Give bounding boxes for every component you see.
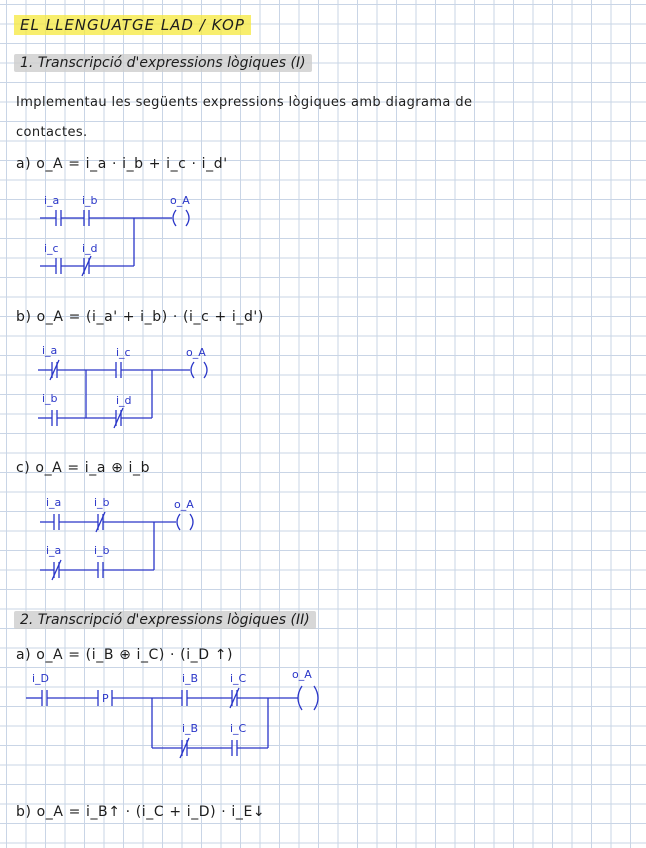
label-1a-4: i_d xyxy=(82,242,98,255)
page-title xyxy=(14,16,251,34)
label-1a-1: i_b xyxy=(82,194,98,207)
section-2-heading: 2. Transcripció d'expressions lògiques (II) xyxy=(14,612,316,628)
label-1b-1: i_c xyxy=(116,346,131,359)
label-2a-6: i_C xyxy=(230,722,247,735)
label-1a-3: i_c xyxy=(44,242,59,255)
title-highlight: EL LLENGUATGE LAD / KOP xyxy=(14,15,251,35)
label-1b-4: i_d xyxy=(116,394,132,407)
label-1c-1: i_b xyxy=(94,496,110,509)
ladder-diagram-1b xyxy=(30,340,230,440)
label-2a-5: i_B xyxy=(182,722,199,735)
label-1a-0: i_a xyxy=(44,194,60,207)
expr-1c: c) o_A = i_a ⊕ i_b xyxy=(16,460,151,476)
expr-1b: b) o_A = (i_a' + i_b) · (i_c + i_d') xyxy=(16,309,264,325)
instruction-line-2: contactes. xyxy=(16,125,88,140)
section-1-heading: 1. Transcripció d'expressions lògiques (I) xyxy=(14,55,312,71)
label-1c-0: i_a xyxy=(46,496,62,509)
label-1c-4: i_b xyxy=(94,544,110,557)
label-1a-2: o_A xyxy=(170,194,190,207)
ladder-diagram-1a xyxy=(30,190,230,290)
expr-2a: a) o_A = (i_B ⊕ i_C) · (i_D ↑) xyxy=(16,647,234,663)
expr-2b: b) o_A = i_B↑ · (i_C + i_D) · i_E↓ xyxy=(16,804,266,820)
label-2a-4: o_A xyxy=(292,668,312,681)
label-2a-3: i_C xyxy=(230,672,247,685)
label-1b-0: i_a xyxy=(42,344,58,357)
label-1b-3: i_b xyxy=(42,392,58,405)
instruction-line-1: Implementau les següents expressions lògiques amb diagrama de xyxy=(16,95,473,110)
expr-1a: a) o_A = i_a · i_b + i_c · i_d' xyxy=(16,156,228,172)
label-2a-0: i_D xyxy=(32,672,50,685)
ladder-diagram-1c xyxy=(30,492,230,592)
label-1b-2: o_A xyxy=(186,346,206,359)
label-2a-1: P xyxy=(102,692,109,705)
ladder-diagram-2a xyxy=(20,668,340,778)
label-1c-3: i_a xyxy=(46,544,62,557)
label-2a-2: i_B xyxy=(182,672,199,685)
label-1c-2: o_A xyxy=(174,498,194,511)
